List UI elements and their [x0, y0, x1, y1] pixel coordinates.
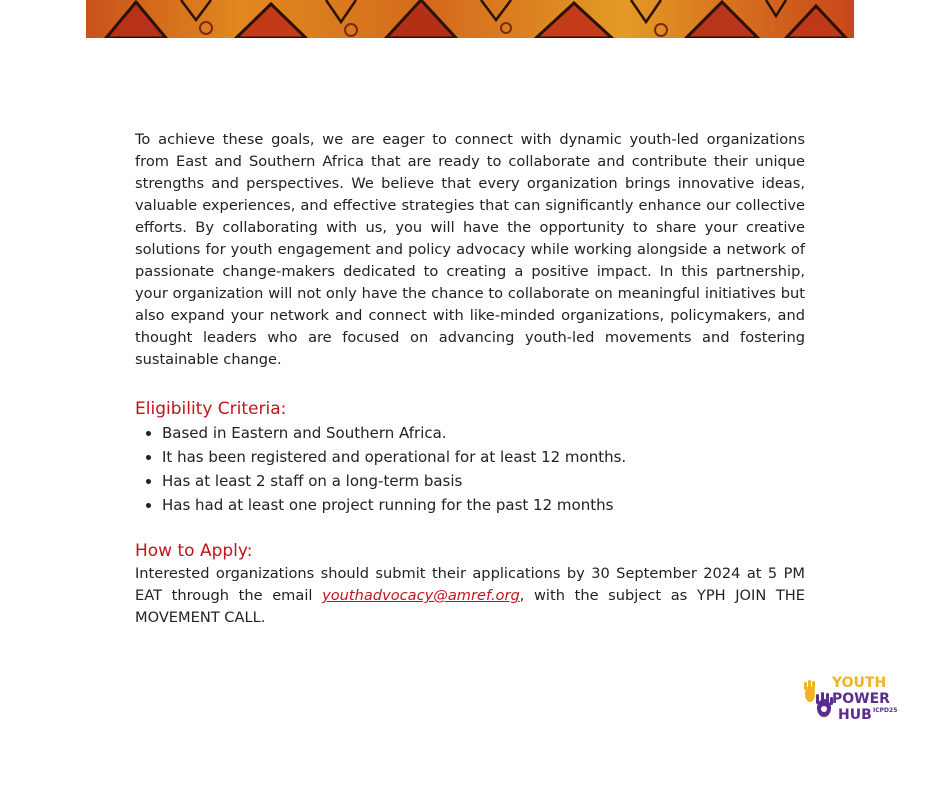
apply-paragraph — [135, 563, 805, 629]
eligibility-item: • Has at least 2 staff on a long-term basis — [162, 469, 805, 493]
hand-icon — [802, 672, 898, 724]
logo-line1: YOUTH — [832, 675, 887, 691]
logo-line2: POWER — [832, 691, 890, 707]
eligibility-item: • Has had at least one project running for the past 12 months — [162, 493, 805, 517]
intro-paragraph: To achieve these goals, we are eager to connect with dynamic youth-led organizations from East and Southern Africa that are ready to collaborate and contribute their unique strengths and perspectives. We believe that every organization brings innovative ideas, valuable experiences, and effective strategies that can significantly enhance our collective efforts. By collaborating with us, you will have the opportunity to share your creative solutions for youth engagement and policy advocacy while working alongside a network of passionate change-makers dedicated to creating a positive impact. In this partnership, your organization will not only have the chance to collaborate on meaningful initiatives but also expand your network and connect with like-minded organizations, policymakers, and thought leaders who are focused on advancing youth-led movements and fostering sustainable change. — [135, 131, 805, 368]
eligibility-item: • It has been registered and operational for at least 12 months. — [162, 445, 805, 469]
logo-tag: ICPD25 — [873, 707, 898, 714]
eligibility-item: • Based in Eastern and Southern Africa. — [162, 421, 805, 445]
youth-power-hub-logo — [802, 672, 898, 724]
tribal-pattern-graphic — [86, 0, 854, 38]
logo-line3: HUB — [838, 707, 872, 723]
apply-text-after: , with the subject as YPH JOIN THE MOVEMENT CALL. — [135, 587, 805, 626]
email-link[interactable]: youthadvocacy@amref.org — [322, 587, 520, 604]
eligibility-heading: Eligibility Criteria: — [135, 399, 287, 419]
how-to-apply-heading: How to Apply: — [135, 541, 253, 561]
decorative-header-banner — [86, 0, 854, 38]
eligibility-list — [135, 421, 805, 517]
apply-text-before: Interested organizations should submit their applications by 30 September 2024 at 5 PM EAT through the email — [135, 565, 805, 604]
main-content — [135, 129, 805, 629]
